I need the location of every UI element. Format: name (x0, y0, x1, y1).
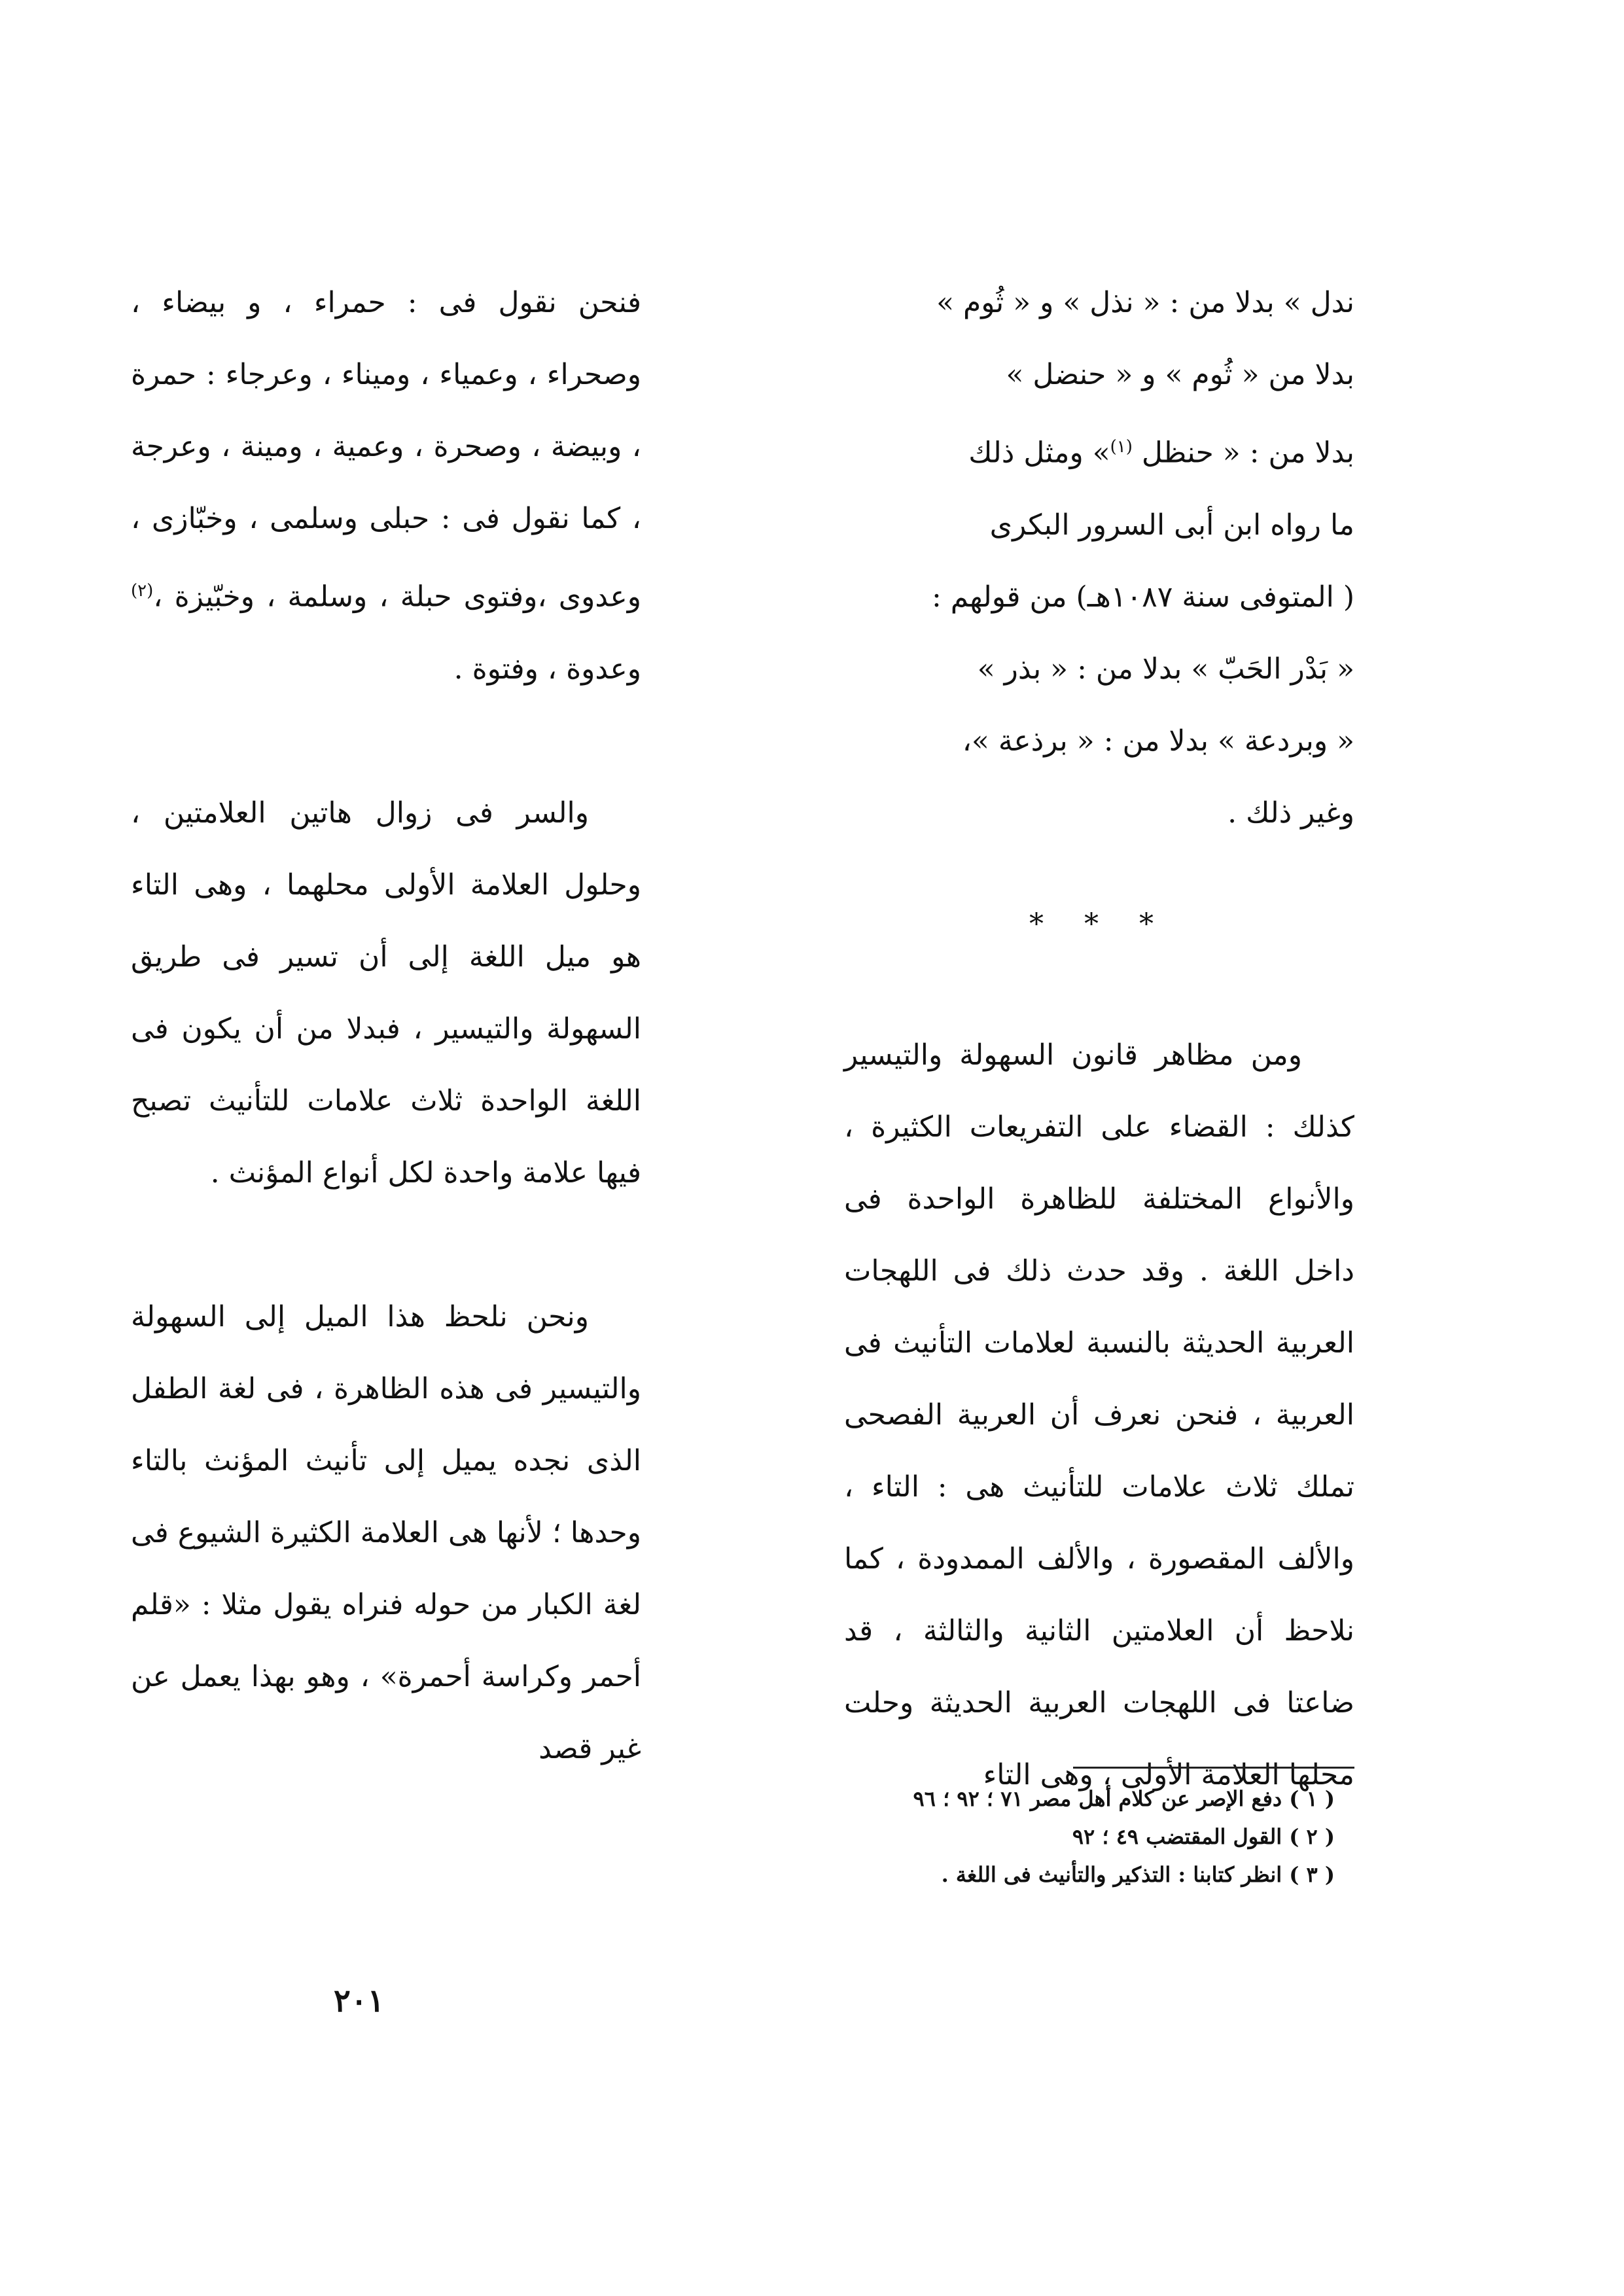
right-line: « بَدْر الحَبّ » بدلا من : « بذر » (977, 652, 1354, 686)
left-column (131, 267, 641, 1785)
right-line-part: » ومثل ذلك (968, 436, 1110, 470)
footnote-marker: (٢) (131, 581, 154, 601)
footnote: ( ١ ) دفع الإصر عن كلام أهل مصر ٧١ ؛ ٩٢ ؛ ٩٦ (913, 1786, 1335, 1811)
footnote-divider (1073, 1767, 1354, 1769)
footnote-marker: (١) (1110, 437, 1133, 457)
section-separator: * * * (1029, 907, 1169, 941)
paragraph-text: وعدوة ، وفتوة . (453, 652, 641, 686)
right-line: « وبردعة » بدلا من : « برذعة »، (962, 724, 1354, 758)
footnote: ( ٢ ) القول المقتضب ٤٩ ؛ ٩٢ (1072, 1824, 1335, 1849)
paragraph (131, 267, 641, 705)
right-line: بدلا من « ثُوم » و « حنضل » (1006, 358, 1354, 391)
paragraph-text: فنحن نقول فى : حمراء ، و بيضاء ، وصحراء ، وعمياء ، وميناء ، وعرجاء : حمرة ، وبيضة ، وصحرة ، وعمية ، ومينة ، وعرجة ، كما نقول فى : حبلى وسلمى ، وخبّازى ، وعدوى ،وفتوى حبلة ، وسلمة ، وخبّيزة ، (131, 286, 641, 614)
right-line (844, 411, 1354, 489)
right-line: وغير ذلك . (1227, 796, 1354, 830)
paragraph: والسر فى زوال هاتين العلامتين ، وحلول العلامة الأولى محلهما ، وهى التاء هو ميل اللغة إلى أن تسير فى طريق السهولة والتيسير ، فبدلا من أن يكون فى اللغة الواحدة ثلاث علامات للتأنيث تصبح فيها علامة واحدة لكل أنواع المؤنث . (131, 796, 641, 1190)
page-number: ٢٠١ (334, 1983, 385, 2019)
right-line: ما رواه ابن أبى السرور البكرى (989, 508, 1354, 542)
paragraph: ونحن نلحظ هذا الميل إلى السهولة والتيسير فى هذه الظاهرة ، فى لغة الطفل الذى نجده يميل إلى تأنيث المؤنث بالتاء وحدها ؛ لأنها هى العلامة الكثيرة الشيوع فى لغة الكبار من حوله فنراه يقول مثلا : «قلم أحمر وكراسة أحمرة» ، وهو بهذا يعمل عن غير قصد (131, 1299, 641, 1765)
right-column (844, 267, 1354, 1811)
right-line: ( المتوفى سنة ١٠٨٧هـ) من قولهم : (931, 580, 1354, 614)
right-line-part: بدلا من : « حنظل (1132, 436, 1354, 470)
footnotes (759, 1780, 1335, 1894)
right-line: ندل » بدلا من : « نذل » و « ثُوم » (936, 286, 1354, 319)
footnote: ( ٣ ) انظر كتابنا : التذكير والتأنيث فى اللغة . (941, 1862, 1335, 1887)
paragraph: ومن مظاهر قانون السهولة والتيسير كذلك : القضاء على التفريعات الكثيرة ، والأنواع المختلفة للظاهرة الواحدة فى داخل اللغة . وقد حدث ذلك فى اللهجات العربية الحديثة بالنسبة لعلامات التأنيث فى العربية ، فنحن نعرف أن العربية الفصحى تملك ثلاث علامات للتأنيث هى : التاء ، والألف المقصورة ، والألف الممدودة ، كما نلاحظ أن العلامتين الثانية والثالثة ، قد ضاعتا فى اللهجات العربية الحديثة وحلت محلها العلامة الأولى ، وهى التاء (844, 1038, 1354, 1792)
